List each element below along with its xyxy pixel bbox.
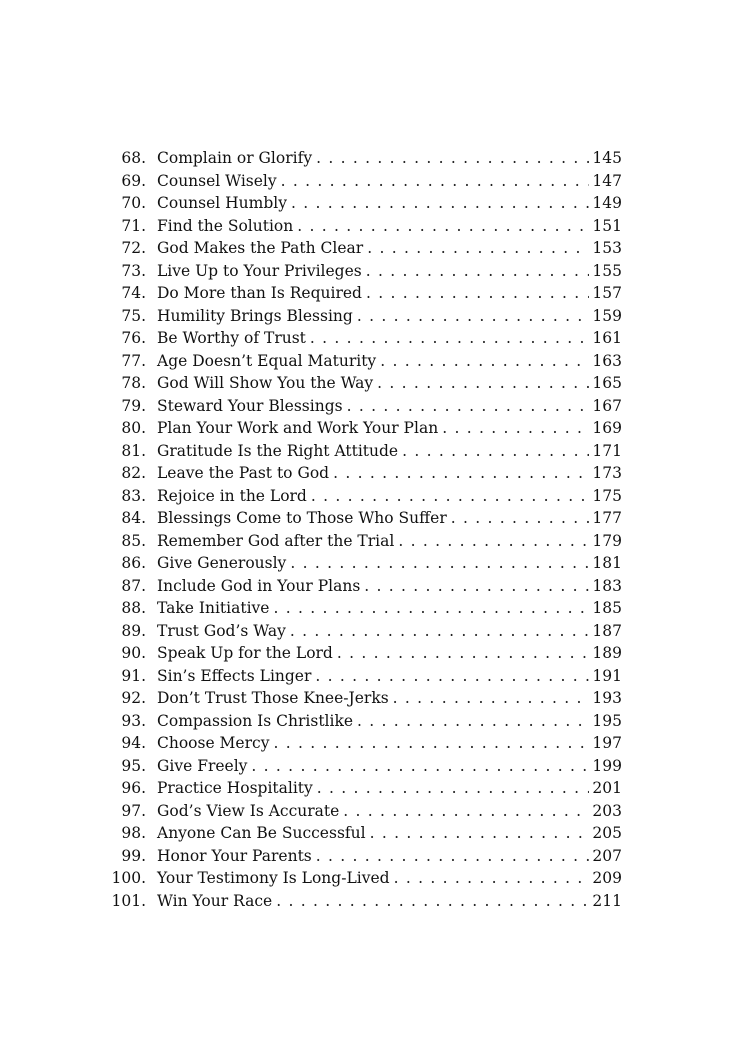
dot-leader: [333, 462, 589, 485]
entry-number: 75.: [121, 306, 146, 325]
entry-number: 73.: [121, 261, 146, 280]
entry-number: 83.: [121, 486, 146, 505]
entry-page-number: 155: [592, 261, 622, 280]
toc-entry: [0, 665, 731, 688]
entry-number: 80.: [121, 419, 146, 437]
toc-entry: [0, 260, 731, 283]
entry-number: 92.: [121, 689, 146, 707]
toc-entry: [0, 890, 731, 913]
entry-page-number: 201: [592, 779, 622, 797]
entry-number: 100.: [111, 869, 146, 887]
entry-number: 98.: [121, 824, 146, 842]
dot-leader: [317, 777, 590, 800]
dot-leader: [273, 732, 589, 755]
dot-leader: [343, 800, 589, 823]
dot-leader: [380, 350, 589, 373]
entry-row: [157, 620, 622, 643]
toc-entry: [0, 822, 731, 845]
dot-leader: [398, 530, 589, 553]
entry-title: Choose Mercy: [157, 734, 270, 752]
entry-title: God Will Show You the Way: [157, 374, 374, 392]
entry-title: Remember God after the Trial: [157, 531, 395, 550]
toc-entry: [0, 620, 731, 643]
entry-row: [157, 822, 622, 845]
toc-entry: [0, 147, 731, 170]
entry-row: [157, 462, 622, 485]
dot-leader: [357, 710, 589, 733]
entry-number: 69.: [121, 171, 146, 190]
entry-number: 77.: [121, 351, 146, 370]
toc-entry: [0, 710, 731, 733]
entry-number: 99.: [121, 846, 146, 865]
dot-leader: [316, 147, 589, 170]
entry-page-number: 149: [592, 194, 622, 212]
dot-leader: [337, 642, 590, 665]
entry-page-number: 211: [592, 891, 622, 910]
toc-entry: [0, 192, 731, 215]
toc-entry: [0, 732, 731, 755]
entry-page-number: 207: [592, 846, 622, 865]
dot-leader: [394, 867, 590, 890]
entry-title: Plan Your Work and Work Your Plan: [157, 419, 439, 437]
entry-page-number: 159: [592, 306, 622, 325]
toc-entry: [0, 642, 731, 665]
dot-leader: [451, 507, 590, 530]
dot-leader: [291, 192, 589, 215]
toc-entry: [0, 282, 731, 305]
dot-leader: [364, 575, 589, 598]
entry-page-number: 185: [592, 599, 622, 617]
entry-number: 68.: [121, 149, 146, 167]
dot-leader: [276, 890, 589, 913]
entry-number: 79.: [121, 396, 146, 415]
entry-page-number: 193: [592, 689, 622, 707]
entry-row: [157, 440, 622, 463]
entry-page-number: 187: [592, 621, 622, 640]
entry-row: [157, 170, 622, 193]
entry-number: 97.: [121, 801, 146, 820]
entry-page-number: 145: [592, 149, 622, 167]
toc-entry: [0, 507, 731, 530]
entry-number: 96.: [121, 779, 146, 797]
entry-row: [157, 260, 622, 283]
entry-row: [157, 305, 622, 328]
entry-title: Age Doesn’t Equal Maturity: [157, 351, 377, 370]
entry-page-number: 195: [592, 711, 622, 730]
dot-leader: [311, 485, 590, 508]
entry-page-number: 147: [592, 171, 622, 190]
entry-number: 91.: [121, 666, 146, 685]
entry-row: [157, 282, 622, 305]
entry-page-number: 151: [592, 216, 622, 235]
toc-entry: [0, 417, 731, 440]
dot-leader: [316, 845, 590, 868]
entry-title: Humility Brings Blessing: [157, 306, 353, 325]
entry-title: Your Testimony Is Long-Lived: [157, 869, 390, 887]
toc-entry: [0, 327, 731, 350]
entry-page-number: 161: [592, 329, 622, 347]
dot-leader: [347, 395, 590, 418]
entry-row: [157, 665, 622, 688]
dot-leader: [310, 327, 589, 350]
entry-number: 74.: [121, 284, 146, 302]
entry-number: 86.: [121, 554, 146, 572]
entry-row: [157, 192, 622, 215]
entry-row: [157, 485, 622, 508]
dot-leader: [273, 597, 589, 620]
entry-page-number: 171: [592, 441, 622, 460]
dot-leader: [297, 215, 589, 238]
toc-entry: [0, 440, 731, 463]
entry-page-number: 205: [592, 824, 622, 842]
entry-row: [157, 530, 622, 553]
entry-title: Leave the Past to God: [157, 464, 330, 482]
entry-number: 85.: [121, 531, 146, 550]
entry-page-number: 197: [592, 734, 622, 752]
toc-entry: [0, 867, 731, 890]
entry-row: [157, 845, 622, 868]
entry-title: Blessings Come to Those Who Suffer: [157, 509, 447, 527]
entry-title: Complain or Glorify: [157, 149, 313, 167]
entry-row: [157, 147, 622, 170]
entry-number: 87.: [121, 576, 146, 595]
entry-title: Honor Your Parents: [157, 846, 312, 865]
entry-title: Anyone Can Be Successful: [157, 824, 366, 842]
entry-title: Steward Your Blessings: [157, 396, 343, 415]
entry-number: 93.: [121, 711, 146, 730]
entry-page-number: 167: [592, 396, 622, 415]
entry-row: [157, 710, 622, 733]
dot-leader: [290, 620, 590, 643]
toc-entry: [0, 687, 731, 710]
dot-leader: [367, 237, 589, 260]
entry-number: 89.: [121, 621, 146, 640]
entry-page-number: 157: [592, 284, 622, 302]
dot-leader: [366, 282, 589, 305]
toc-entry: [0, 237, 731, 260]
entry-row: [157, 350, 622, 373]
entry-page-number: 177: [592, 509, 622, 527]
toc-entry: [0, 597, 731, 620]
entry-title: Sin’s Effects Linger: [157, 666, 312, 685]
entry-page-number: 199: [592, 756, 622, 775]
entry-title: God’s View Is Accurate: [157, 801, 340, 820]
entry-row: [157, 575, 622, 598]
toc-entry: [0, 485, 731, 508]
entry-row: [157, 732, 622, 755]
toc-entry: [0, 777, 731, 800]
dot-leader: [370, 822, 590, 845]
entry-page-number: 189: [592, 644, 622, 662]
dot-leader: [393, 687, 590, 710]
entry-row: [157, 597, 622, 620]
table-of-contents: [0, 147, 731, 912]
entry-row: [157, 552, 622, 575]
dot-leader: [377, 372, 589, 395]
entry-number: 101.: [111, 891, 146, 910]
entry-page-number: 181: [592, 554, 622, 572]
entry-title: Find the Solution: [157, 216, 294, 235]
entry-page-number: 173: [592, 464, 622, 482]
entry-row: [157, 215, 622, 238]
toc-entry: [0, 350, 731, 373]
entry-title: God Makes the Path Clear: [157, 239, 364, 257]
entry-row: [157, 642, 622, 665]
entry-row: [157, 800, 622, 823]
entry-row: [157, 867, 622, 890]
entry-row: [157, 395, 622, 418]
entry-page-number: 191: [592, 666, 622, 685]
entry-title: Speak Up for the Lord: [157, 644, 333, 662]
entry-page-number: 183: [592, 576, 622, 595]
entry-page-number: 179: [592, 531, 622, 550]
entry-title: Take Initiative: [157, 599, 270, 617]
entry-row: [157, 417, 622, 440]
entry-title: Gratitude Is the Right Attitude: [157, 441, 399, 460]
entry-number: 82.: [121, 464, 146, 482]
toc-entry: [0, 462, 731, 485]
toc-entry: [0, 395, 731, 418]
entry-number: 90.: [121, 644, 146, 662]
entry-number: 72.: [121, 239, 146, 257]
entry-title: Win Your Race: [157, 891, 273, 910]
entry-row: [157, 687, 622, 710]
entry-number: 88.: [121, 599, 146, 617]
entry-title: Compassion Is Christlike: [157, 711, 354, 730]
entry-title: Counsel Wisely: [157, 171, 277, 190]
toc-entry: [0, 305, 731, 328]
toc-entry: [0, 845, 731, 868]
entry-row: [157, 890, 622, 913]
toc-entry: [0, 215, 731, 238]
entry-page-number: 203: [592, 801, 622, 820]
entry-number: 76.: [121, 329, 146, 347]
entry-number: 81.: [121, 441, 146, 460]
toc-entry: [0, 530, 731, 553]
dot-leader: [366, 260, 590, 283]
entry-title: Trust God’s Way: [157, 621, 286, 640]
dot-leader: [290, 552, 589, 575]
entry-page-number: 163: [592, 351, 622, 370]
dot-leader: [402, 440, 589, 463]
entry-page-number: 209: [592, 869, 622, 887]
entry-title: Counsel Humbly: [157, 194, 288, 212]
entry-page-number: 169: [592, 419, 622, 437]
entry-title: Don’t Trust Those Knee-Jerks: [157, 689, 389, 707]
toc-entry: [0, 552, 731, 575]
entry-number: 84.: [121, 509, 146, 527]
entry-title: Live Up to Your Privileges: [157, 261, 362, 280]
entry-row: [157, 777, 622, 800]
entry-title: Be Worthy of Trust: [157, 329, 306, 347]
entry-number: 71.: [121, 216, 146, 235]
toc-entry: [0, 755, 731, 778]
dot-leader: [281, 170, 590, 193]
entry-page-number: 165: [592, 374, 622, 392]
entry-row: [157, 237, 622, 260]
entry-row: [157, 327, 622, 350]
entry-row: [157, 507, 622, 530]
toc-entry: [0, 372, 731, 395]
entry-title: Do More than Is Required: [157, 284, 362, 302]
toc-entry: [0, 800, 731, 823]
dot-leader: [357, 305, 590, 328]
entry-number: 94.: [121, 734, 146, 752]
entry-number: 70.: [121, 194, 146, 212]
toc-entry: [0, 575, 731, 598]
entry-page-number: 153: [592, 239, 622, 257]
entry-title: Practice Hospitality: [157, 779, 313, 797]
dot-leader: [442, 417, 589, 440]
entry-number: 78.: [121, 374, 146, 392]
entry-title: Give Freely: [157, 756, 248, 775]
entry-number: 95.: [121, 756, 146, 775]
toc-entry: [0, 170, 731, 193]
entry-title: Include God in Your Plans: [157, 576, 361, 595]
dot-leader: [315, 665, 589, 688]
entry-row: [157, 372, 622, 395]
entry-title: Give Generously: [157, 554, 287, 572]
entry-row: [157, 755, 622, 778]
entry-title: Rejoice in the Lord: [157, 486, 307, 505]
dot-leader: [251, 755, 589, 778]
entry-page-number: 175: [592, 486, 622, 505]
